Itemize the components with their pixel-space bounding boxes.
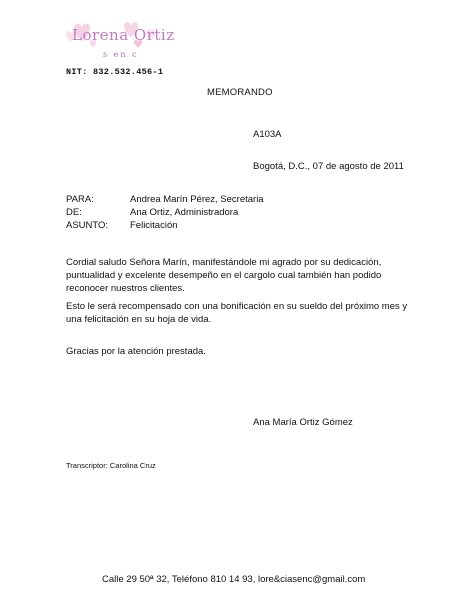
field-label-asunto: ASUNTO: (66, 220, 109, 231)
memo-date: Bogotá, D.C., 07 de agosto de 2011 (253, 161, 404, 172)
field-row-para (66, 193, 264, 206)
memo-reference: A103A (253, 129, 282, 140)
field-label-para: PARA: (66, 194, 94, 205)
footer-contact: Calle 29 50ª 32, Teléfono 810 14 93, lore&ciasenc@gmail.com (102, 574, 366, 585)
body-paragraph-greeting: Cordial saludo Señora Marín, manifestándole mi agrado por su dedicación, puntualidad y excelente desempeño en el cargolo cual también han podido reconocer nuestros clientes. (66, 257, 382, 294)
transcriptor-note: Transcriptor: Carolina Cruz (66, 461, 156, 470)
document-title: MEMORANDO (207, 87, 273, 98)
signature-name: Ana María Ortiz Gómez (253, 417, 353, 428)
memo-header-fields (66, 193, 264, 232)
body-paragraph-closing: Gracias por la atención prestada. (66, 346, 206, 357)
field-label-de: DE: (66, 207, 82, 218)
field-row-asunto (66, 219, 264, 232)
field-row-de (66, 206, 264, 219)
body-paragraph-bonus: Esto le será recompensado con una bonificación en su sueldo del próximo mes y una felicitación en su hoja de vida. (66, 301, 408, 325)
logo-name: Lorena Ortiz (72, 26, 175, 44)
field-value-asunto: Felicitación (130, 220, 178, 231)
field-value-de: Ana Ortiz, Administradora (130, 207, 239, 218)
nit-number: NIT: 832.532.456-1 (66, 67, 164, 77)
field-value-para: Andrea Marín Pérez, Secretaria (130, 194, 264, 205)
logo-subtitle: s en c (103, 50, 139, 59)
company-logo (60, 18, 175, 70)
